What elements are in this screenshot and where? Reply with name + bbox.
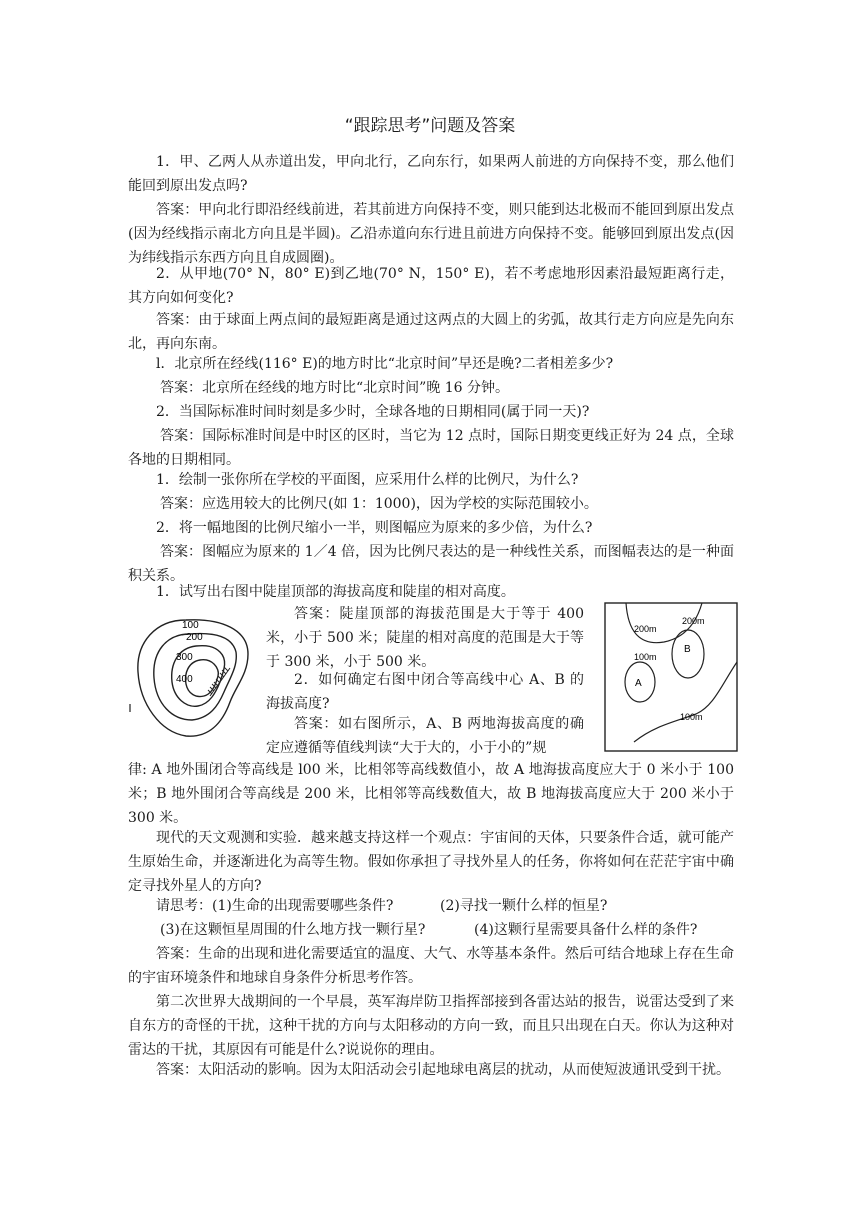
answer-9: 答案：生命的出现和进化需要适宜的温度、大气、水等基本条件。然后可结合地球上存在生命的宇宙环境条件和地球自身条件分析思考作答。 (128, 946, 734, 986)
question-3: l．北京所在经线(116° E)的地方时比“北京时间”早还是晚?二者相差多少? (156, 356, 614, 372)
answer-2: 答案：由于球面上两点间的最短距离是通过这两点的大圆上的劣弧，故其行走方向应是先向东北，再向东南。 (128, 312, 734, 352)
contour-label-300: 300 (176, 652, 193, 663)
question-6: 2．将一幅地图的比例尺缩小一半，则图幅应为原来的多少倍，为什么? (156, 520, 593, 536)
question-7: 1．试写出右图中陡崖顶部的海拔高度和陡崖的相对高度。 (156, 584, 515, 600)
answer-8-part-1: 答案：如右图所示，A、B 两地海拔高度的确定应遵循等值线判读“大于大的，小于小的”规 (266, 716, 584, 756)
contour-label-200m-left: 200m (634, 624, 657, 634)
question-8: 2．如何确定右图中闭合等高线中心 A、B 的海拔高度? (266, 672, 584, 712)
page-title: “跟踪思考”问题及答案 (344, 116, 516, 136)
paragraph-9: 现代的天文观测和实验．越来越支持这样一个观点：宇宙间的天体，只要条件合适，就可能产生原始生命，并逐渐进化为高等生物。假如你承担了寻找外星人的任务，你将如何在茫茫宇宙中确定寻找外星人的方向? (128, 830, 734, 894)
paragraph-10: 第二次世界大战期间的一个早晨，英军海岸防卫指挥部接到各雷达站的报告，说雷达受到了来自东方的奇怪的干扰，这种干扰的方向与太阳移动的方向一致，而且只出现在白天。你认为这种对雷达的干扰，其原因有可能是什么?说说你的理由。 (128, 994, 734, 1058)
contour-label-400: 400 (176, 674, 193, 685)
contour-label-100m-inner: 100m (634, 652, 657, 662)
answer-6: 答案：图幅应为原来的 1／4 倍，因为比例尺表达的是一种线性关系，而图幅表达的是一种面积关系。 (128, 544, 734, 584)
contour-cliff-figure (126, 612, 262, 746)
question-1: 1．甲、乙两人从赤道出发，甲向北行，乙向东行，如果两人前进的方向保持不变，那么他们能回到原出发点吗? (128, 154, 734, 194)
contour-label-100: 100 (182, 620, 199, 631)
question-5: 1．绘制一张你所在学校的平面图，应采用什么样的比例尺，为什么? (156, 472, 579, 488)
contour-label-100m-bottom: 100m (680, 712, 703, 722)
answer-1: 答案：甲向北行即沿经线前进，若其前进方向保持不变，则只能到达北极而不能回到原出发点(因为经线指示南北方向且是半圆)。乙沿赤道向东行进且前进方向保持不变。能够回到原出发点(因为纬线指示东西方向且自成圆圈)。 (128, 202, 734, 266)
think-question-4: (4)这颗行星需要具备什么样的条件? (474, 922, 698, 938)
contour-label-200: 200 (186, 632, 203, 643)
point-b-label: B (684, 644, 691, 655)
question-4: 2．当国际标准时间时刻是多少时，全球各地的日期相同(属于同一天)? (156, 404, 590, 420)
think-question-1: 请思考：(1)生命的出现需要哪些条件? (156, 898, 394, 914)
answer-7: 答案：陡崖顶部的海拔范围是大于等于 400 米，小于 500 米；陡崖的相对高度的范围是大于等于 300 米，小于 500 米。 (266, 606, 584, 670)
answer-3: 答案：北京所在经线的地方时比“北京时间”晚 16 分钟。 (160, 380, 510, 396)
answer-4: 答案：国际标准时间是中时区的区时，当它为 12 点时，国际日期变更线正好为 24 点，全球各地的日期相同。 (128, 428, 734, 468)
contour-ab-figure (604, 602, 738, 752)
answer-5: 答案：应选用较大的比例尺(如 1：1000)，因为学校的实际范围较小。 (160, 496, 598, 512)
point-a-label: A (635, 678, 642, 689)
think-question-3: (3)在这颗恒星周围的什么地方找一颗行星? (160, 922, 426, 938)
think-question-2: (2)寻找一颗什么样的恒星? (440, 898, 608, 914)
answer-10: 答案：太阳活动的影响。因为太阳活动会引起地球电离层的扰动，从而使短波通讯受到干扰。 (156, 1062, 730, 1078)
answer-8-part-2: 律: A 地外围闭合等高线是 l00 米，比相邻等高线数值小，故 A 地海拔高度应大于 0 米小于 100 米；B 地外围闭合等高线是 200 米，比相邻等高线数值大，故 B 地海拔高度应大于 200 米小于 300 米。 (128, 762, 734, 826)
contour-label-200m-right: 200m (682, 616, 705, 626)
question-2: 2．从甲地(70° N，80° E)到乙地(70° N，150° E)，若不考虑地形因素沿最短距离行走，其方向如何变化? (128, 266, 734, 306)
